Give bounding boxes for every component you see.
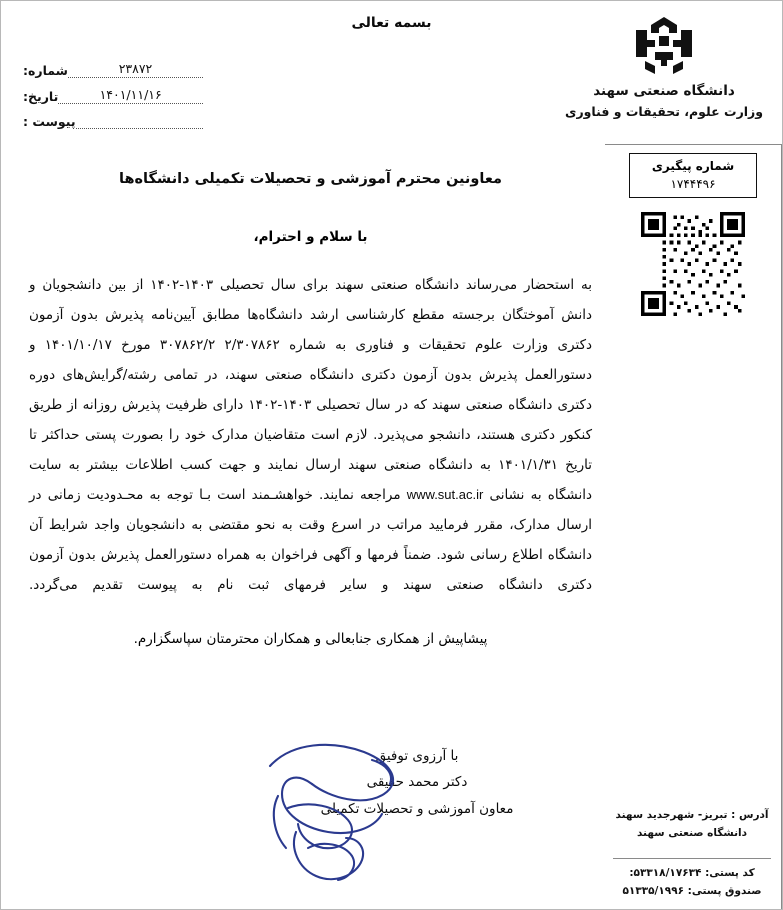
tracking-box bbox=[629, 153, 757, 198]
letter-body bbox=[29, 171, 592, 647]
po-box: صندوق پستی: ۵۱۳۳۵/۱۹۹۶ bbox=[622, 885, 762, 898]
side-panel bbox=[605, 144, 782, 909]
postal-code: کد پستی: ۵۳۳۱۸/۱۷۶۳۴: bbox=[629, 867, 755, 880]
letterhead bbox=[564, 15, 764, 121]
organization-ministry: وزارت علوم، تحقیقات و فناوری bbox=[564, 103, 764, 119]
tracking-number: ۱۷۴۴۴۹۶ bbox=[670, 177, 716, 191]
university-logo bbox=[564, 15, 764, 77]
greeting-line: با سلام و احترام، bbox=[253, 229, 368, 245]
attachment-value bbox=[76, 113, 203, 129]
date-label: تاریخ: bbox=[23, 89, 59, 104]
number-label: شماره: bbox=[23, 63, 68, 78]
address-line-1: آدرس : تبریز- شهرجدید سهند bbox=[615, 809, 769, 822]
signature-line-2: دکتر محمد حقیقی bbox=[366, 774, 468, 791]
closing-line: پیشاپیش از همکاری جنابعالی و همکاران محترمتان سپاسگزارم. bbox=[133, 630, 488, 647]
footer-address bbox=[613, 807, 771, 843]
meta-row-date bbox=[23, 87, 203, 104]
signature-block bbox=[282, 743, 552, 822]
bismillah-heading: بسمه تعالی bbox=[351, 15, 432, 31]
meta-row-attachment bbox=[23, 113, 203, 129]
date-value: ۱۴۰۱/۱۱/۱۶ bbox=[58, 87, 203, 104]
signature-line-3: معاون آموزشی و تحصیلات تکمیلی bbox=[320, 800, 514, 817]
number-value: ۲۳۸۷۲ bbox=[68, 61, 203, 78]
body-paragraph bbox=[29, 271, 592, 601]
attachment-label: پیوست : bbox=[23, 114, 76, 129]
body-text-part-2: مراجعه نمایند. خواهشـمند است بـا توجه به محـدودیت زمانی در ارسال مدارک، مقرر فرمایید مراتب در اسرع وقت به نحو مقتضی به دانشجویان واجد شرایط آن دانشگاه اطلاع رسانی شود. ضمناً فرمها و آگهی فراخوان به همراه دستورالعمل پذیرش بدون آزمون دکتری دانشگاه صنعتی سهند و سایر فرمهای ثبت نام به پیوست تقدیم می‌گردد. bbox=[29, 486, 592, 593]
recipient-line: معاونین محترم آموزشی و تحصیلات تکمیلی دانشگاه‌ها bbox=[119, 171, 502, 187]
university-website-link[interactable]: www.sut.ac.ir bbox=[406, 486, 484, 502]
organization-name: دانشگاه صنعتی سهند bbox=[593, 83, 735, 99]
body-text-part-1: به استحضار می‌رساند دانشگاه صنعتی سهند برای سال تحصیلی ۱۴۰۳-۱۴۰۲ از بین دانشجویان و دانش آموختگان برجسته مقطع کارشناسی ارشد دانشگاه‌ها مطابق آیین‌نامه پذیرش بدون آزمون دکتری وزارت علوم تحقیقات و فناوری به شماره ۲/۳۰۷۸۶۲ ۳۰۷۸۶۲/۲ مورخ ۱۴۰۱/۱۰/۱۷ و دستورالعمل پذیرش بدون آزمون دکتری دانشگاه صنعتی سهند، در تمامی رشته/گرایش‌های دوره دکتری دانشگاه صنعتی سهند که در سال تحصیلی ۱۴۰۳-۱۴۰۲ دارای ظرفیت پذیرش روزانه از طریق کنکور دکتری هستند، دانشجو می‌پذیرد. لازم است متقاضیان مدارک خود را بصورت پستی حداکثر تا تاریخ ۱۴۰۱/۱/۳۱ به دانشگاه صنعتی سهند ارسال نمایند و جهت کسب اطلاعات بیشتر به سایت دانشگاه به نشانی bbox=[29, 277, 593, 503]
address-line-2: دانشگاه صنعتی سهند bbox=[636, 827, 748, 840]
document-meta bbox=[23, 61, 203, 138]
meta-row-number bbox=[23, 61, 203, 78]
qr-code-icon bbox=[641, 212, 745, 316]
footer-codes bbox=[613, 858, 771, 901]
tracking-label: شماره پیگیری bbox=[651, 159, 735, 173]
signature-line-1: با آرزوی توفیق bbox=[375, 748, 459, 764]
